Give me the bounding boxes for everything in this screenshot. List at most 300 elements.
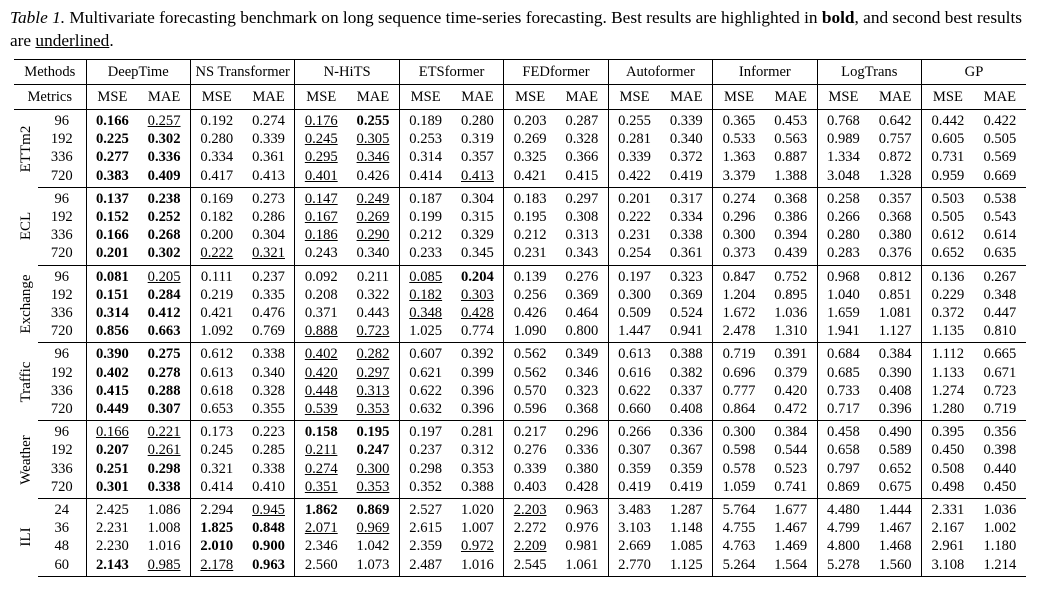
value-cell: 0.652 xyxy=(869,460,921,478)
value-cell: 0.274 xyxy=(722,190,756,207)
value-cell: 0.723 xyxy=(347,322,399,343)
value-cell: 0.281 xyxy=(618,131,651,148)
value-cell: 0.221 xyxy=(138,421,190,442)
value-cell: 0.887 xyxy=(765,148,817,166)
value-cell: 0.612 xyxy=(931,227,965,244)
value-cell: 0.323 xyxy=(556,382,608,400)
value-cell: 1.127 xyxy=(869,322,921,343)
value-cell: 0.201 xyxy=(86,244,138,265)
value-cell: 0.136 xyxy=(931,268,965,285)
value-cell: 0.253 xyxy=(409,131,443,148)
value-cell: 0.336 xyxy=(556,441,608,459)
caption-text: Multivariate forecasting benchmark on long sequence time-series forecasting. Best results are highlighted in xyxy=(65,8,822,27)
value-cell: 0.281 xyxy=(452,421,504,442)
metrics-header-row xyxy=(14,85,1026,110)
value-cell: 0.336 xyxy=(138,148,190,166)
value-cell: 1.133 xyxy=(931,364,965,381)
value-cell: 0.197 xyxy=(409,424,443,441)
value-cell: 0.339 xyxy=(618,149,651,166)
metric-header: MAE xyxy=(452,85,504,110)
value-cell: 0.219 xyxy=(200,286,234,303)
value-cell: 1.081 xyxy=(869,304,921,322)
horizon-cell: 96 xyxy=(38,110,86,131)
value-cell: 0.472 xyxy=(765,400,817,421)
table-row xyxy=(14,244,1026,265)
value-cell: 2.294 xyxy=(200,502,234,519)
horizon-cell: 96 xyxy=(38,343,86,364)
table-row xyxy=(14,167,1026,188)
value-cell: 0.297 xyxy=(556,187,608,208)
value-cell: 0.696 xyxy=(722,364,756,381)
value-cell: 0.523 xyxy=(765,460,817,478)
method-header: Informer xyxy=(713,60,817,85)
value-cell: 0.719 xyxy=(974,400,1026,421)
value-cell: 1.214 xyxy=(974,556,1026,577)
value-cell: 0.158 xyxy=(304,424,338,441)
value-cell: 1.564 xyxy=(765,556,817,577)
value-cell: 0.464 xyxy=(556,304,608,322)
value-cell: 0.314 xyxy=(409,149,443,166)
value-cell: 0.187 xyxy=(409,190,443,207)
value-cell: 0.366 xyxy=(556,148,608,166)
value-cell: 0.476 xyxy=(243,304,295,322)
metric-header: MAE xyxy=(765,85,817,110)
metric-header: MSE xyxy=(504,85,556,110)
value-cell: 0.570 xyxy=(513,382,547,399)
horizon-cell: 24 xyxy=(38,499,86,520)
value-cell: 1.280 xyxy=(922,400,974,421)
value-cell: 0.314 xyxy=(95,305,129,322)
value-cell: 1.310 xyxy=(765,322,817,343)
value-cell: 0.596 xyxy=(504,400,556,421)
value-cell: 0.533 xyxy=(722,131,756,148)
value-cell: 0.276 xyxy=(556,265,608,286)
value-cell: 0.300 xyxy=(347,460,399,478)
value-cell: 1.467 xyxy=(765,519,817,537)
value-cell: 0.349 xyxy=(556,343,608,364)
value-cell: 0.419 xyxy=(660,167,712,188)
value-cell: 0.685 xyxy=(827,364,860,381)
value-cell: 0.308 xyxy=(556,208,608,226)
value-cell: 0.371 xyxy=(304,305,338,322)
value-cell: 0.351 xyxy=(295,478,347,499)
value-cell: 0.343 xyxy=(556,244,608,265)
value-cell: 0.684 xyxy=(827,346,860,363)
value-cell: 1.002 xyxy=(983,520,1017,537)
value-cell: 0.211 xyxy=(305,442,338,459)
value-cell: 0.222 xyxy=(618,209,651,226)
value-cell: 0.419 xyxy=(660,478,712,499)
value-cell: 0.325 xyxy=(513,149,547,166)
value-cell: 0.199 xyxy=(409,209,443,226)
metric-header: MAE xyxy=(138,85,190,110)
value-cell: 1.036 xyxy=(765,304,817,322)
value-cell: 0.189 xyxy=(409,113,443,129)
value-cell: 1.328 xyxy=(869,167,921,188)
value-cell: 0.367 xyxy=(660,441,712,459)
horizon-cell: 192 xyxy=(38,286,86,304)
value-cell: 0.200 xyxy=(200,227,234,244)
value-cell: 5.764 xyxy=(722,502,756,519)
value-cell: 0.941 xyxy=(660,322,712,343)
value-cell: 0.422 xyxy=(608,167,660,188)
table-number: Table 1. xyxy=(10,8,66,27)
table-row xyxy=(14,265,1026,286)
value-cell: 1.468 xyxy=(869,537,921,555)
value-cell: 0.283 xyxy=(817,244,869,265)
table-row xyxy=(14,226,1026,244)
methods-header-row xyxy=(14,60,1026,85)
value-cell: 0.660 xyxy=(608,400,660,421)
value-cell: 0.336 xyxy=(660,421,712,442)
value-cell: 0.369 xyxy=(660,286,712,304)
value-cell: 0.323 xyxy=(660,265,712,286)
value-cell: 0.297 xyxy=(347,364,399,382)
value-cell: 5.264 xyxy=(713,556,765,577)
value-cell: 0.222 xyxy=(190,244,242,265)
method-header: LogTrans xyxy=(817,60,921,85)
value-cell: 2.487 xyxy=(399,556,451,577)
value-cell: 0.449 xyxy=(86,400,138,421)
value-cell: 0.319 xyxy=(452,130,504,148)
value-cell: 0.203 xyxy=(513,113,547,129)
value-cell: 0.368 xyxy=(869,208,921,226)
method-header: GP xyxy=(922,60,1026,85)
value-cell: 1.467 xyxy=(869,519,921,537)
value-cell: 0.195 xyxy=(347,421,399,442)
value-cell: 0.383 xyxy=(86,167,138,188)
value-cell: 0.981 xyxy=(556,537,608,555)
value-cell: 0.396 xyxy=(452,400,504,421)
value-cell: 0.774 xyxy=(452,322,504,343)
value-cell: 0.768 xyxy=(827,113,860,129)
value-cell: 0.563 xyxy=(765,130,817,148)
value-cell: 0.258 xyxy=(827,190,860,207)
value-cell: 0.338 xyxy=(243,460,295,478)
value-cell: 0.419 xyxy=(608,478,660,499)
value-cell: 0.392 xyxy=(452,343,504,364)
value-cell: 0.268 xyxy=(138,226,190,244)
value-cell: 0.369 xyxy=(556,286,608,304)
value-cell: 0.752 xyxy=(765,265,817,286)
value-cell: 0.340 xyxy=(660,130,712,148)
value-cell: 0.439 xyxy=(765,244,817,265)
metric-header: MAE xyxy=(660,85,712,110)
value-cell: 0.607 xyxy=(409,346,443,363)
value-cell: 0.490 xyxy=(869,421,921,442)
value-cell: 1.148 xyxy=(660,519,712,537)
horizon-cell: 192 xyxy=(38,130,86,148)
value-cell: 4.755 xyxy=(722,520,756,537)
value-cell: 1.469 xyxy=(765,537,817,555)
table-row xyxy=(14,130,1026,148)
value-cell: 0.945 xyxy=(243,499,295,520)
value-cell: 2.527 xyxy=(409,502,443,519)
table-row xyxy=(14,441,1026,459)
horizon-cell: 192 xyxy=(38,208,86,226)
value-cell: 0.186 xyxy=(304,227,338,244)
value-cell: 0.313 xyxy=(347,382,399,400)
value-cell: 0.151 xyxy=(95,286,129,303)
value-cell: 0.340 xyxy=(347,244,399,265)
value-cell: 0.372 xyxy=(931,305,965,322)
value-cell: 2.615 xyxy=(409,520,443,537)
value-cell: 0.207 xyxy=(95,442,129,459)
value-cell: 0.353 xyxy=(347,400,399,421)
value-cell: 0.985 xyxy=(138,556,190,577)
value-cell: 1.659 xyxy=(827,305,860,322)
value-cell: 0.398 xyxy=(983,442,1017,459)
value-cell: 0.895 xyxy=(765,286,817,304)
value-cell: 0.394 xyxy=(765,226,817,244)
value-cell: 0.723 xyxy=(983,382,1017,399)
value-cell: 0.851 xyxy=(869,286,921,304)
value-cell: 0.395 xyxy=(931,424,965,441)
caption-text: , and second best results are xyxy=(10,8,1023,50)
horizon-cell: 720 xyxy=(38,478,86,499)
table-row xyxy=(14,187,1026,208)
value-cell: 4.480 xyxy=(827,502,860,519)
value-cell: 0.391 xyxy=(765,343,817,364)
value-cell: 0.147 xyxy=(304,190,338,207)
value-cell: 0.231 xyxy=(504,244,556,265)
value-cell: 0.642 xyxy=(869,110,921,131)
value-cell: 2.143 xyxy=(86,556,138,577)
value-cell: 1.020 xyxy=(452,499,504,520)
value-cell: 0.338 xyxy=(243,343,295,364)
value-cell: 0.505 xyxy=(983,131,1017,148)
value-cell: 0.273 xyxy=(243,187,295,208)
table-row xyxy=(14,421,1026,442)
horizon-cell: 720 xyxy=(38,244,86,265)
value-cell: 1.092 xyxy=(190,322,242,343)
value-cell: 0.382 xyxy=(660,364,712,382)
value-cell: 0.741 xyxy=(765,478,817,499)
value-cell: 0.328 xyxy=(243,382,295,400)
dataset-label-cell xyxy=(14,110,38,188)
value-cell: 0.368 xyxy=(556,400,608,421)
value-cell: 0.338 xyxy=(660,226,712,244)
value-cell: 0.357 xyxy=(452,148,504,166)
value-cell: 1.204 xyxy=(722,286,756,303)
value-cell: 0.339 xyxy=(660,110,712,131)
value-cell: 0.410 xyxy=(243,478,295,499)
value-cell: 0.348 xyxy=(983,286,1017,303)
value-cell: 0.428 xyxy=(556,478,608,499)
value-cell: 1.560 xyxy=(869,556,921,577)
value-cell: 0.769 xyxy=(243,322,295,343)
value-cell: 0.274 xyxy=(243,110,295,131)
value-cell: 2.669 xyxy=(618,538,651,555)
value-cell: 0.869 xyxy=(817,478,869,499)
value-cell: 1.112 xyxy=(931,346,965,363)
value-cell: 0.622 xyxy=(618,382,651,399)
value-cell: 3.108 xyxy=(922,556,974,577)
value-cell: 0.413 xyxy=(452,167,504,188)
value-cell: 0.237 xyxy=(409,442,443,459)
caption-bold-word: bold xyxy=(821,8,855,27)
value-cell: 0.589 xyxy=(869,441,921,459)
value-cell: 0.618 xyxy=(200,382,234,399)
metric-header: MSE xyxy=(86,85,138,110)
value-cell: 0.972 xyxy=(452,537,504,555)
value-cell: 0.380 xyxy=(556,460,608,478)
value-cell: 0.092 xyxy=(304,268,338,285)
value-cell: 0.353 xyxy=(452,460,504,478)
value-cell: 0.658 xyxy=(827,442,860,459)
value-cell: 0.614 xyxy=(983,227,1017,244)
metric-header: MAE xyxy=(347,85,399,110)
value-cell: 0.361 xyxy=(660,244,712,265)
value-cell: 0.757 xyxy=(869,130,921,148)
value-cell: 0.777 xyxy=(722,382,756,399)
value-cell: 0.733 xyxy=(827,382,860,399)
value-cell: 0.448 xyxy=(304,382,338,399)
value-cell: 0.233 xyxy=(399,244,451,265)
horizon-cell: 192 xyxy=(38,364,86,382)
value-cell: 0.428 xyxy=(452,304,504,322)
value-cell: 0.339 xyxy=(243,130,295,148)
metric-header: MSE xyxy=(922,85,974,110)
value-cell: 0.810 xyxy=(974,322,1026,343)
value-cell: 0.968 xyxy=(827,268,860,285)
value-cell: 0.337 xyxy=(660,382,712,400)
value-cell: 0.543 xyxy=(983,209,1017,226)
value-cell: 0.081 xyxy=(95,268,129,285)
horizon-cell: 336 xyxy=(38,148,86,166)
dataset-name: ILI xyxy=(17,527,34,548)
value-cell: 0.280 xyxy=(827,227,860,244)
horizon-cell: 720 xyxy=(38,400,86,421)
value-cell: 0.426 xyxy=(347,167,399,188)
value-cell: 0.322 xyxy=(347,286,399,304)
value-cell: 0.665 xyxy=(983,346,1017,363)
table-row xyxy=(14,400,1026,421)
table-row xyxy=(14,537,1026,555)
value-cell: 0.254 xyxy=(608,244,660,265)
value-cell: 0.413 xyxy=(243,167,295,188)
value-cell: 1.388 xyxy=(765,167,817,188)
value-cell: 0.284 xyxy=(138,286,190,304)
value-cell: 0.409 xyxy=(138,167,190,188)
value-cell: 0.450 xyxy=(931,442,965,459)
value-cell: 0.359 xyxy=(660,460,712,478)
value-cell: 0.205 xyxy=(138,265,190,286)
value-cell: 1.073 xyxy=(347,556,399,577)
value-cell: 0.372 xyxy=(660,148,712,166)
table-caption xyxy=(10,6,1040,52)
value-cell: 0.245 xyxy=(200,442,234,459)
dataset-name: Traffic xyxy=(17,361,34,403)
value-cell: 0.166 xyxy=(95,227,129,244)
value-cell: 0.321 xyxy=(200,460,234,477)
value-cell: 0.169 xyxy=(200,190,234,207)
value-cell: 0.348 xyxy=(409,305,443,322)
value-cell: 2.209 xyxy=(513,538,547,555)
value-cell: 0.339 xyxy=(513,460,547,477)
value-cell: 0.280 xyxy=(452,110,504,131)
value-cell: 1.036 xyxy=(983,502,1017,519)
value-cell: 0.373 xyxy=(713,244,765,265)
value-cell: 0.267 xyxy=(983,268,1017,285)
value-cell: 3.379 xyxy=(713,167,765,188)
value-cell: 0.613 xyxy=(200,364,234,381)
value-cell: 0.408 xyxy=(869,382,921,400)
value-cell: 1.059 xyxy=(713,478,765,499)
value-cell: 2.331 xyxy=(931,502,965,519)
metric-header: MSE xyxy=(608,85,660,110)
value-cell: 0.276 xyxy=(513,442,547,459)
value-cell: 1.016 xyxy=(452,556,504,577)
value-cell: 0.300 xyxy=(722,227,756,244)
value-cell: 1.941 xyxy=(817,322,869,343)
table-row xyxy=(14,110,1026,131)
value-cell: 0.652 xyxy=(922,244,974,265)
value-cell: 0.442 xyxy=(931,113,965,129)
value-cell: 0.422 xyxy=(983,113,1017,129)
value-cell: 0.302 xyxy=(138,130,190,148)
horizon-cell: 96 xyxy=(38,421,86,442)
value-cell: 2.961 xyxy=(931,538,965,555)
value-cell: 0.731 xyxy=(931,149,965,166)
value-cell: 5.278 xyxy=(817,556,869,577)
value-cell: 0.229 xyxy=(931,286,965,303)
metric-header: MSE xyxy=(399,85,451,110)
method-header: NS Transformer xyxy=(190,60,294,85)
value-cell: 0.562 xyxy=(513,364,547,381)
dataset-label-cell xyxy=(14,343,38,421)
value-cell: 0.298 xyxy=(138,460,190,478)
value-cell: 0.274 xyxy=(304,460,338,477)
value-cell: 0.376 xyxy=(869,244,921,265)
value-cell: 0.356 xyxy=(983,424,1017,441)
table-row xyxy=(14,343,1026,364)
value-cell: 0.277 xyxy=(95,149,129,166)
value-cell: 0.415 xyxy=(95,382,129,399)
value-cell: 2.770 xyxy=(608,556,660,577)
value-cell: 0.212 xyxy=(409,227,443,244)
value-cell: 0.340 xyxy=(243,364,295,382)
value-cell: 0.197 xyxy=(618,268,651,285)
method-header: FEDformer xyxy=(504,60,608,85)
value-cell: 0.450 xyxy=(974,478,1026,499)
value-cell: 2.230 xyxy=(95,538,129,555)
value-cell: 2.178 xyxy=(190,556,242,577)
value-cell: 0.167 xyxy=(304,209,338,226)
horizon-cell: 336 xyxy=(38,304,86,322)
table-row xyxy=(14,148,1026,166)
value-cell: 0.212 xyxy=(513,227,547,244)
horizon-cell: 60 xyxy=(38,556,86,577)
value-cell: 0.605 xyxy=(931,131,965,148)
value-cell: 0.622 xyxy=(409,382,443,399)
value-cell: 0.334 xyxy=(200,149,234,166)
value-cell: 1.444 xyxy=(869,499,921,520)
value-cell: 0.285 xyxy=(243,441,295,459)
value-cell: 0.989 xyxy=(827,131,860,148)
value-cell: 0.345 xyxy=(452,244,504,265)
value-cell: 0.237 xyxy=(243,265,295,286)
value-cell: 0.365 xyxy=(722,113,756,129)
value-cell: 1.042 xyxy=(347,537,399,555)
value-cell: 1.007 xyxy=(452,519,504,537)
value-cell: 0.201 xyxy=(618,190,651,207)
table-row xyxy=(14,364,1026,382)
method-header: ETSformer xyxy=(399,60,503,85)
value-cell: 0.211 xyxy=(347,265,399,286)
dataset-name: ECL xyxy=(17,212,34,241)
horizon-cell: 192 xyxy=(38,441,86,459)
